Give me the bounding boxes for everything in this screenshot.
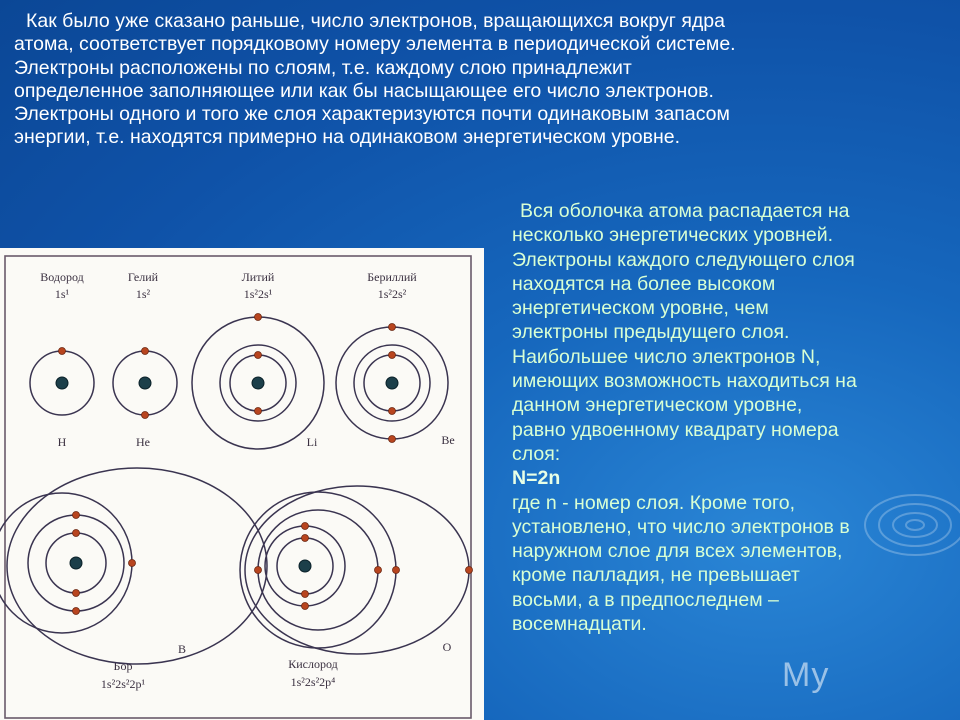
electron	[73, 512, 80, 519]
electron	[255, 352, 262, 359]
body-line: установлено, что число электронов в	[512, 515, 850, 538]
watermark-logo: My	[782, 656, 830, 694]
orbit-o-4	[240, 492, 396, 648]
body-line: несколько энергетических уровней.	[512, 224, 834, 247]
intro-line: Как было уже сказано раньше, число электронов, вращающихся вокруг ядра	[26, 10, 725, 32]
atom-symbol-li: Li	[306, 435, 318, 449]
electron	[466, 567, 473, 574]
intro-paragraph	[14, 10, 944, 150]
body-line: имеющих возможность находиться на	[512, 370, 857, 393]
electron	[389, 324, 396, 331]
atom-symbol-b: B	[177, 642, 187, 656]
electron	[73, 530, 80, 537]
electron	[73, 590, 80, 597]
atom-name-beryllium: Бериллий	[367, 270, 417, 284]
atom-config-beryllium: 1s²2s²	[377, 287, 407, 301]
electron	[389, 352, 396, 359]
electron	[389, 408, 396, 415]
intro-line: Электроны расположены по слоям, т.е. каждому слою принадлежит	[14, 56, 632, 79]
formula: N=2n	[512, 467, 561, 490]
electron	[393, 567, 400, 574]
body-line: равно удвоенному квадрату номера	[512, 418, 839, 441]
body-line: данном энергетическом уровне,	[512, 394, 803, 417]
atom-name-oxygen: Кислород	[288, 657, 338, 671]
intro-line: определенное заполняющее или как бы насыщающее его число электронов.	[14, 79, 714, 102]
nucleus-be	[386, 377, 398, 389]
electron	[302, 603, 309, 610]
atom-symbol-be: Be	[441, 433, 455, 447]
intro-line: энергии, т.е. находятся примерно на одинаковом энергетическом уровне.	[14, 126, 681, 149]
nucleus-o	[299, 560, 311, 572]
nucleus-h	[56, 377, 68, 389]
electron	[375, 567, 382, 574]
electron	[142, 348, 149, 355]
electron	[302, 591, 309, 598]
atom-symbol-he: He	[136, 435, 150, 449]
atom-config-boron: 1s²2s²2p¹	[100, 677, 146, 691]
electron	[255, 567, 262, 574]
atom-name-helium: Гелий	[127, 270, 159, 284]
body-line: кроме палладия, не превышает	[512, 564, 800, 587]
body-line: наружном слое для всех элементов,	[512, 540, 843, 563]
nucleus-he	[139, 377, 151, 389]
electron	[129, 560, 136, 567]
orbit-o-5	[245, 486, 469, 654]
atom-symbol-o: O	[442, 640, 452, 654]
electron	[302, 535, 309, 542]
electron	[389, 436, 396, 443]
body-line: энергетическом уровне, чем	[512, 297, 769, 320]
electron	[142, 412, 149, 419]
intro-line: Электроны одного и того же слоя характеризуются почти одинаковым запасом	[14, 103, 730, 126]
body-line: находятся на более высоком	[512, 272, 776, 295]
body-line: где n - номер слоя. Кроме того,	[512, 491, 795, 514]
orbit-b-3	[0, 493, 132, 633]
body-line: Наибольшее число электронов N,	[512, 345, 821, 368]
atom-name-boron: Бор	[113, 659, 133, 673]
intro-line: атома, соответствует порядковому номеру элемента в периодической системе.	[14, 33, 736, 56]
atom-name-lithium: Литий	[241, 270, 275, 284]
nucleus-b	[70, 557, 82, 569]
body-line: Вся оболочка атома распадается на	[520, 200, 850, 222]
electron	[73, 608, 80, 615]
atom-config-oxygen: 1s²2s²2p⁴	[290, 675, 336, 689]
electron	[255, 408, 262, 415]
body-line: слоя:	[512, 442, 561, 465]
atom-name-hydrogen: Водород	[40, 270, 84, 284]
nucleus-li	[252, 377, 264, 389]
electron	[59, 348, 66, 355]
body-line: электроны предыдущего слоя.	[512, 321, 790, 344]
electron	[255, 314, 262, 321]
atom-symbol-h: H	[57, 435, 67, 449]
body-line: восьми, а в предпоследнем –	[512, 588, 779, 611]
body-line: Электроны каждого следующего слоя	[512, 248, 855, 271]
atom-config-lithium: 1s²2s¹	[243, 287, 273, 301]
atom-models-figure	[0, 248, 484, 720]
body-line: восемнадцати.	[512, 613, 647, 636]
atom-config-helium: 1s²	[135, 287, 151, 301]
ripple-decoration-icon	[860, 470, 960, 580]
atom-config-hydrogen: 1s¹	[54, 287, 70, 301]
electron	[302, 523, 309, 530]
